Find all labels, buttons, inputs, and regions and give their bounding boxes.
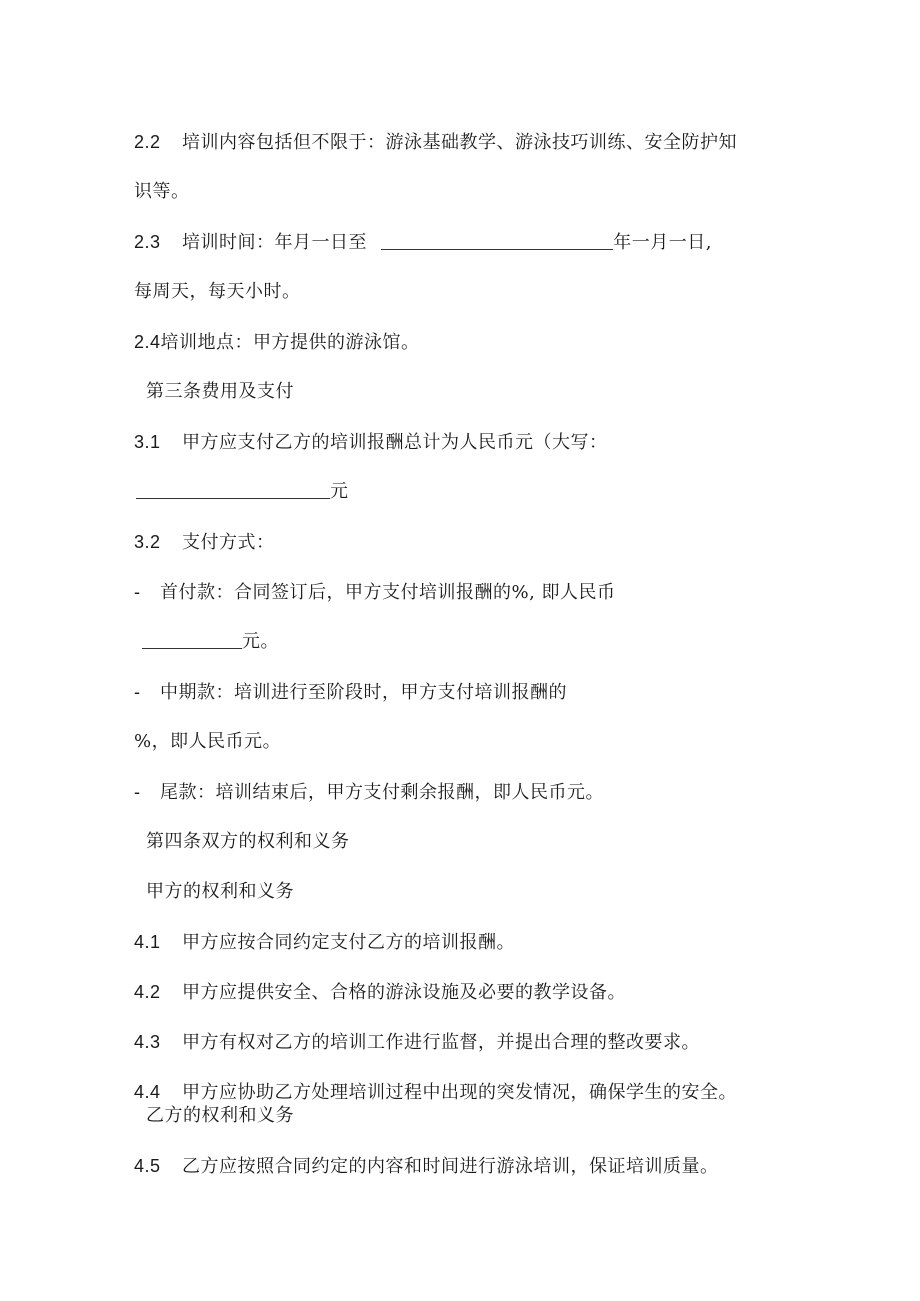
payment-item-mid-continuation: %，即人民币元。 xyxy=(134,731,282,752)
fill-in-blank xyxy=(142,630,242,649)
clause-text: 2.4培训地点：甲方提供的游泳馆。 xyxy=(134,332,420,352)
clause-2-3 xyxy=(134,230,712,255)
clause-number: 2.3 xyxy=(134,232,161,252)
clause-text-b: 年一月一日, xyxy=(613,232,712,253)
unit-text: 元。 xyxy=(242,631,279,652)
party-b-heading: 乙方的权利和义务 xyxy=(146,1105,294,1126)
unit-text: 元 xyxy=(330,481,349,502)
clause-3-1-continuation xyxy=(136,480,349,504)
dash-marker: - xyxy=(134,782,141,802)
dash-marker: - xyxy=(134,682,141,702)
fill-in-blank xyxy=(381,231,613,250)
fill-in-blank xyxy=(136,480,330,499)
clause-2-3-continuation: 每周天，每天小时。 xyxy=(134,281,301,302)
clause-3-2 xyxy=(134,530,275,555)
article-3-title: 第三条费用及支付 xyxy=(146,381,294,402)
article-4-title: 第四条双方的权利和义务 xyxy=(146,831,350,852)
payment-item-down-continuation xyxy=(142,630,279,654)
clause-text: 支付方式： xyxy=(182,532,275,553)
payment-item-down xyxy=(134,580,616,605)
clause-text: 甲方应支付乙方的培训报酬总计为人民币元（大写： xyxy=(182,432,608,453)
clause-text-a: 培训时间：年月一日至 xyxy=(182,232,367,253)
clause-number: 4.2 xyxy=(134,982,161,1002)
clause-number: 3.2 xyxy=(134,532,161,552)
party-a-heading: 甲方的权利和义务 xyxy=(146,881,294,902)
clause-number: 2.2 xyxy=(134,132,161,152)
payment-item-text: 首付款：合同签订后，甲方支付培训报酬的%, 即人民币 xyxy=(160,582,616,603)
clause-text: 乙方应按照合同约定的内容和时间进行游泳培训，保证培训质量。 xyxy=(182,1156,719,1177)
clause-4-2 xyxy=(134,980,626,1005)
clause-number: 4.3 xyxy=(134,1032,161,1052)
clause-4-3 xyxy=(134,1030,700,1055)
clause-3-1 xyxy=(134,430,608,455)
clause-number: 3.1 xyxy=(134,432,161,452)
clause-number: 4.4 xyxy=(134,1082,161,1102)
clause-text: 甲方应按合同约定支付乙方的培训报酬。 xyxy=(182,932,515,953)
clause-4-4 xyxy=(134,1080,737,1105)
clause-number: 4.5 xyxy=(134,1156,161,1176)
payment-item-text: 尾款：培训结束后，甲方支付剩余报酬，即人民币元。 xyxy=(160,782,604,803)
clause-text: 甲方有权对乙方的培训工作进行监督，并提出合理的整改要求。 xyxy=(182,1032,700,1053)
clause-text: 培训内容包括但不限于：游泳基础教学、游泳技巧训练、安全防护知 xyxy=(182,132,737,153)
clause-4-5 xyxy=(134,1154,719,1179)
clause-2-2 xyxy=(134,130,737,155)
clause-4-1 xyxy=(134,930,515,955)
clause-2-2-continuation: 识等。 xyxy=(134,181,190,202)
clause-number: 4.1 xyxy=(134,932,161,952)
clause-text: 甲方应提供安全、合格的游泳设施及必要的教学设备。 xyxy=(182,982,626,1003)
payment-item-final xyxy=(134,780,604,805)
payment-item-mid xyxy=(134,680,567,705)
clause-text: 甲方应协助乙方处理培训过程中出现的突发情况，确保学生的安全。 xyxy=(182,1082,737,1103)
clause-2-4 xyxy=(134,330,420,355)
payment-item-text: 中期款：培训进行至阶段时，甲方支付培训报酬的 xyxy=(160,682,567,703)
dash-marker: - xyxy=(134,582,141,602)
